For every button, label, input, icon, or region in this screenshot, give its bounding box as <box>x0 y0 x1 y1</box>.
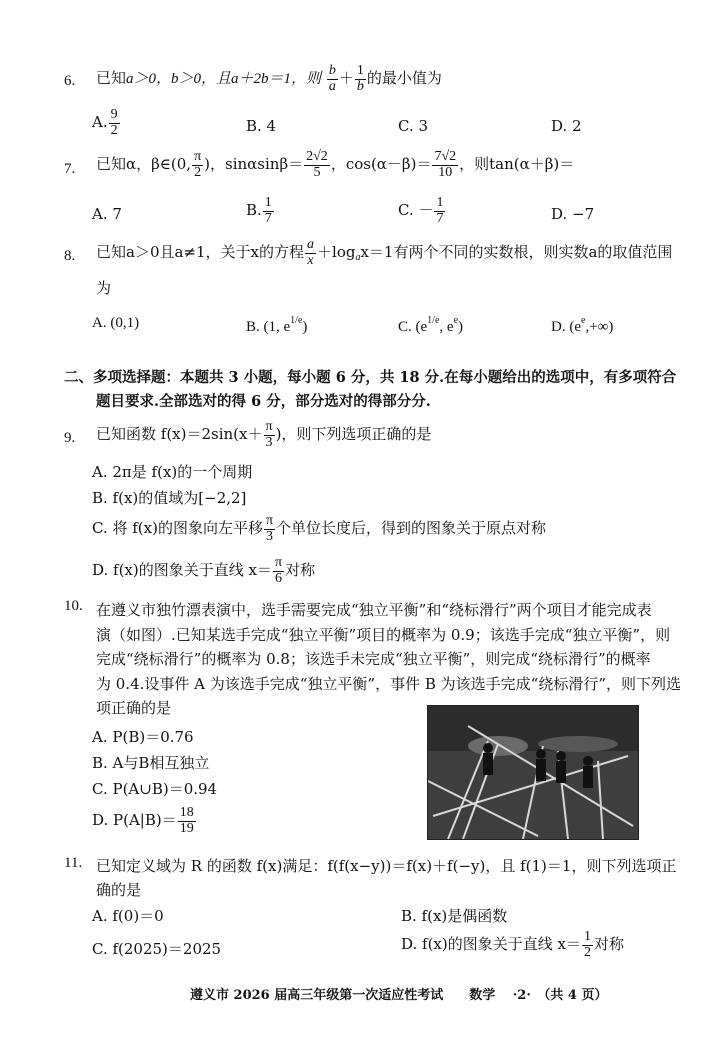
q6-stem: 已知a＞0，b＞0，且a＋2b＝1，则 $\frac{b}{a}$ ＋ $\frac{1}{b}$ 的最小值为 <box>96 63 442 94</box>
q10-line: 为 0.4.设事件 A 为该选手完成“独立平衡”，事件 B 为该选手完成“绕标滑行”，则下列选 <box>96 674 681 693</box>
q10-option-b: B. A与B相互独立 <box>92 754 210 772</box>
q10-line: 完成“绕标滑行”的概率为 0.8；该选手未完成“独立平衡”，则完成“绕标滑行”的概率 <box>96 650 651 668</box>
q7-option-c: C. － $\frac{1}{7}$ <box>398 195 444 226</box>
q10-stem <box>96 598 681 721</box>
q10-line: 项正确的是 <box>96 699 172 717</box>
q11-option-d: D. f(x)的图象关于直线 x＝ $\frac{1}{2}$ 对称 <box>401 929 624 960</box>
q7-option-a: A. 7 <box>92 205 122 223</box>
q9-number: 9. <box>64 430 76 446</box>
q7-option-d: D. −7 <box>551 205 595 223</box>
q9-option-a: A. 2π是 f(x)的一个周期 <box>92 463 253 481</box>
q9-stem: 已知函数 f(x)＝2sin(x＋ $\frac{\pi}{3}$ )，则下列选项正确的是 <box>96 419 432 450</box>
q6-option-b: B. 4 <box>246 117 277 135</box>
q10-line: 在遵义市独竹漂表演中，选手需要完成“独立平衡”和“绕标滑行”两个项目才能完成表 <box>96 601 652 619</box>
q6-option-c: C. 3 <box>398 117 429 135</box>
q6-option-d: D. 2 <box>551 117 582 135</box>
q8-option-c: C. ($e^{1/e}$, $e^e$) <box>398 315 464 335</box>
q8-stem-line2: 为 <box>96 279 112 297</box>
q11-option-b: B. f(x)是偶函数 <box>401 907 508 925</box>
q8-option-d: D. $(e^e,+\infty)$ <box>551 315 614 335</box>
q6-number: 6. <box>64 73 76 89</box>
q9-option-b: B. f(x)的值域为[−2,2] <box>92 489 247 507</box>
q9-option-c: C. 将 f(x)的图象向左平移 $\frac{\pi}{3}$ 个单位长度后，得到的图象关于原点对称 <box>92 513 547 544</box>
q8-number: 8. <box>64 248 76 264</box>
q11-option-a: A. f(0)＝0 <box>92 907 164 925</box>
q7-option-b: B. $\frac{1}{7}$ <box>246 195 272 226</box>
q11-option-c: C. f(2025)＝2025 <box>92 940 222 958</box>
q11-number: 11. <box>64 855 83 871</box>
q9-option-d: D. f(x)的图象关于直线 x＝ $\frac{\pi}{6}$ 对称 <box>92 555 316 586</box>
q6-option-a: A. $\frac{9}{2}$ <box>92 107 118 138</box>
q10-option-a: A. P(B)＝0.76 <box>92 728 194 746</box>
q7-number: 7. <box>64 161 76 177</box>
q8-option-a: A. (0,1) <box>92 315 140 331</box>
q7-stem: 已知α，β∈(0, $\frac{\pi}{2}$ )，sinαsinβ＝ $\frac{2√2}{5}$ ，cos(α－β)＝ $\frac{7√2}{10}$ ，则tan(α＋β)＝ <box>96 149 575 180</box>
q11-stem: 已知定义域为 R 的函数 f(x)满足：f(f(x−y))＝f(x)＋f(−y)，且 f(1)＝1，则下列选项正 <box>96 857 677 875</box>
section2-heading-line2: 题目要求.全部选对的得 6 分，部分选对的得部分分. <box>96 393 431 410</box>
q8-stem: 已知a＞0且a≠1，关于x的方程 $\frac{a}{x}$ $+\log_ax=1$有两个不同的实数根，则实数a的取值范围 <box>96 237 673 268</box>
q10-option-c: C. P(A∪B)＝0.94 <box>92 780 218 798</box>
section2-heading: 二、多项选择题：本题共 3 小题，每小题 6 分，共 18 分.在每小题给出的选项中，有多项符合 <box>64 369 677 386</box>
q10-number: 10. <box>64 598 83 614</box>
q8-option-b: B. (1, $e^{1/e}$) <box>246 315 308 335</box>
bamboo-rafting-photo <box>427 705 639 840</box>
q10-line: 演（如图）.已知某选手完成“独立平衡”项目的概率为 0.9；该选手完成“独立平衡”，则 <box>96 625 671 644</box>
q11-stem-line2: 确的是 <box>96 881 142 899</box>
page-footer: 遵义市 2026 届高三年级第一次适应性考试 数学 ·2· （共 4 页） <box>190 988 608 1003</box>
q10-option-d: D. P(A|B)＝ $\frac{18}{19}$ <box>92 805 194 836</box>
photo-illustration <box>428 706 638 839</box>
